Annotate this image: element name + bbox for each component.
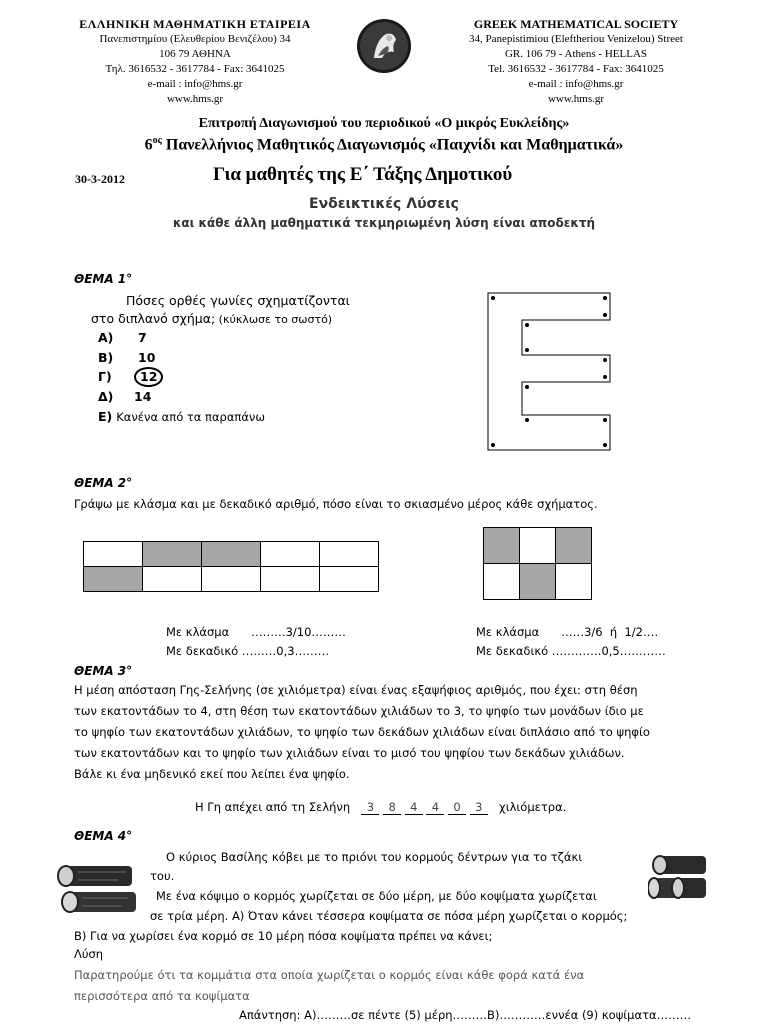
address-greek: Πανεπιστημίου (Ελευθερίου Βενιζέλου) 34	[99, 33, 291, 45]
right-angle-dot	[603, 418, 607, 422]
right-angle-dot	[491, 443, 495, 447]
right-angle-dot	[525, 348, 529, 352]
q1-option-e: Ε) Κανένα από τα παραπάνω	[98, 409, 265, 424]
grid-cell	[261, 567, 320, 592]
contest-name: Πανελλήνιος Μαθητικός Διαγωνισμός «Παιχνίδι και Μαθηματικά»	[161, 136, 624, 154]
right-angle-dot	[603, 313, 607, 317]
q3-body	[74, 680, 754, 785]
q1-option-c: Γ) 12	[98, 367, 163, 387]
web-greek: www.hms.gr	[166, 93, 224, 105]
grid-cell	[320, 542, 379, 567]
grid-cell-shaded	[143, 542, 202, 567]
postcode-greek: 106 79 ΑΘΗΝΑ	[159, 48, 231, 60]
q4-line2: του.	[150, 869, 175, 883]
q1-line2	[91, 308, 332, 330]
q1-option-a: Α) 7	[98, 330, 147, 345]
date: 30-3-2012	[75, 172, 125, 186]
q4-answer: Απάντηση: Α)………σε πέντε (5) μέρη………Β)…………εννέα (9) κοψίματα………	[239, 1008, 692, 1022]
q1-question: στο διπλανό σχήμα;	[91, 311, 216, 326]
email-greek: e-mail : info@hms.gr	[147, 78, 243, 90]
answer-digit: 0	[448, 800, 466, 815]
grid-cell	[520, 528, 556, 564]
phone-english: Tel. 3616532 - 3617784 - Fax: 3641025	[488, 63, 664, 75]
answer-digit: 4	[426, 800, 444, 815]
society-name-english: GREEK MATHEMATICAL SOCIETY	[473, 17, 679, 31]
left-decimal-answer: Με δεκαδικό ………0,3………	[166, 644, 330, 658]
q4-line1: Ο κύριος Βασίλης κόβει με το πριόνι του κορμούς δέντρων για το τζάκι	[166, 850, 583, 864]
logs-icon-left	[48, 860, 140, 920]
society-logo-seal	[356, 18, 412, 74]
contest-number-suffix: ος	[152, 135, 162, 146]
answer-circle: 12	[134, 367, 163, 387]
q3-answer-suffix: χιλιόμετρα.	[499, 800, 567, 814]
right-angle-dot	[603, 375, 607, 379]
q1-instruction: (κύκλωσε το σωστό)	[215, 313, 333, 326]
logs-icon-right	[648, 852, 710, 906]
right-angle-dot	[525, 385, 529, 389]
solution-line1: Παρατηρούμε ότι τα κομμάτια στα οποία χωρίζεται ο κορμός είναι κάθε φορά κατά ένα	[74, 968, 585, 982]
q4-line4: σε τρία μέρη. Α) Όταν κάνει τέσσερα κοψίματα σε πόσα μέρη χωρίζεται ο κορμός;	[150, 909, 628, 923]
grid-cell	[261, 542, 320, 567]
grid-cell-shaded	[202, 542, 261, 567]
q4-line3: Με ένα κόψιμο ο κορμός χωρίζεται σε δύο μέρη, με δύο κοψίματα χωρίζεται	[156, 889, 597, 903]
grid-cell-shaded	[484, 528, 520, 564]
right-fraction-answer: Με κλάσμα ……3/6 ή 1/2….	[476, 625, 659, 639]
grid-cell-shaded	[556, 528, 592, 564]
q1-line1: Πόσες ορθές γωνίες σχηματίζονται	[126, 293, 350, 308]
header-right	[426, 17, 726, 107]
e-shape-outline	[488, 293, 610, 450]
right-angle-dot	[603, 443, 607, 447]
answer-digit: 8	[383, 800, 401, 815]
grid-cell	[84, 542, 143, 567]
left-fraction-answer: Με κλάσμα ………3/10………	[166, 625, 346, 639]
answer-digit: 4	[405, 800, 423, 815]
grid-cell	[143, 567, 202, 592]
q3-line: το ψηφίο των εκατοντάδων χιλιάδων, το ψηφίο των δεκάδων χιλιάδων είναι διπλάσιο από το ψηφίο	[74, 725, 650, 739]
society-name-greek: ΕΛΛΗΝΙΚΗ ΜΑΘΗΜΑΤΙΚΗ ΕΤΑΙΡΕΙΑ	[79, 17, 311, 31]
grid-cell	[556, 564, 592, 600]
q3-answer	[195, 797, 566, 818]
q3-line: των εκατοντάδων το 4, στη θέση των εκατοντάδων χιλιάδων το 3, το ψηφίο των μονάδων ίδιο με	[74, 704, 644, 718]
right-decimal-answer: Με δεκαδικό ………….0,5…………	[476, 644, 666, 658]
e-shape-figure	[480, 285, 620, 460]
grid-cell-shaded	[520, 564, 556, 600]
q3-answer-prefix: Η Γη απέχει από τη Σελήνη	[195, 800, 351, 814]
q2-title: ΘΕΜΑ 2°	[74, 476, 133, 490]
q4-title: ΘΕΜΑ 4°	[74, 829, 133, 843]
q3-line: Βάλε κι ένα μηδενικό εκεί που λείπει ένα ψηφίο.	[74, 767, 350, 781]
q3-title: ΘΕΜΑ 3°	[74, 664, 133, 678]
address-english: 34, Panepistimiou (Εleftheriou Venizelou) Street	[469, 33, 683, 45]
q1-title: ΘΕΜΑ 1°	[74, 272, 133, 286]
grid-6-cells	[483, 527, 592, 600]
email-english: e-mail : info@hms.gr	[528, 78, 624, 90]
committee-title: Επιτροπή Διαγωνισμού του περιοδικού «Ο μικρός Ευκλείδης»	[198, 116, 570, 131]
header-left	[60, 17, 330, 107]
grid-cell	[484, 564, 520, 600]
answer-digit: 3	[361, 800, 379, 815]
q1-option-b: Β) 10	[98, 350, 156, 365]
right-angle-dot	[491, 296, 495, 300]
q4-line5: Β) Για να χωρίσει ένα κορμό σε 10 μέρη πόσα κοψίματα πρέπει να κάνει;	[74, 929, 493, 943]
contest-title	[0, 135, 768, 154]
grid-10-cells	[83, 541, 379, 592]
solution-label: Λύση	[74, 947, 104, 961]
q2-text: Γράψω με κλάσμα και με δεκαδικό αριθμό, πόσο είναι το σκιασμένο μέρος κάθε σχήματος.	[74, 497, 598, 511]
q3-line: των εκατοντάδων και το ψηφίο των χιλιάδων είναι το μισό του ψηφίου των δεκάδων χιλιάδων.	[74, 746, 625, 760]
grid-cell	[202, 567, 261, 592]
right-angle-dot	[603, 358, 607, 362]
postcode-english: GR. 106 79 - Athens - HELLAS	[504, 48, 648, 60]
contest-number: 6	[144, 136, 153, 154]
grid-cell	[320, 567, 379, 592]
solution-line2: περισσότερα από τα κοψίματα	[74, 989, 250, 1003]
answer-digit: 3	[470, 800, 488, 815]
q1-option-d: Δ) 14	[98, 389, 152, 404]
grid-cell-shaded	[84, 567, 143, 592]
right-angle-dot	[525, 418, 529, 422]
q3-line: Η μέση απόσταση Γης-Σελήνης (σε χιλιόμετρα) είναι ένας εξαψήφιος αριθμός, που έχει: στη θέση	[74, 683, 638, 697]
right-angle-dot	[603, 296, 607, 300]
solutions-note: και κάθε άλλη μαθηματικά τεκμηριωμένη λύση είναι αποδεκτή	[172, 216, 596, 230]
right-angle-dot	[525, 323, 529, 327]
solutions-title: Ενδεικτικές Λύσεις	[309, 196, 459, 212]
grade-title: Για μαθητές της Ε΄ Τάξης Δημοτικού	[213, 164, 513, 185]
web-english: www.hms.gr	[547, 93, 605, 105]
phone-greek: Τηλ. 3616532 - 3617784 - Fax: 3641025	[105, 63, 285, 75]
